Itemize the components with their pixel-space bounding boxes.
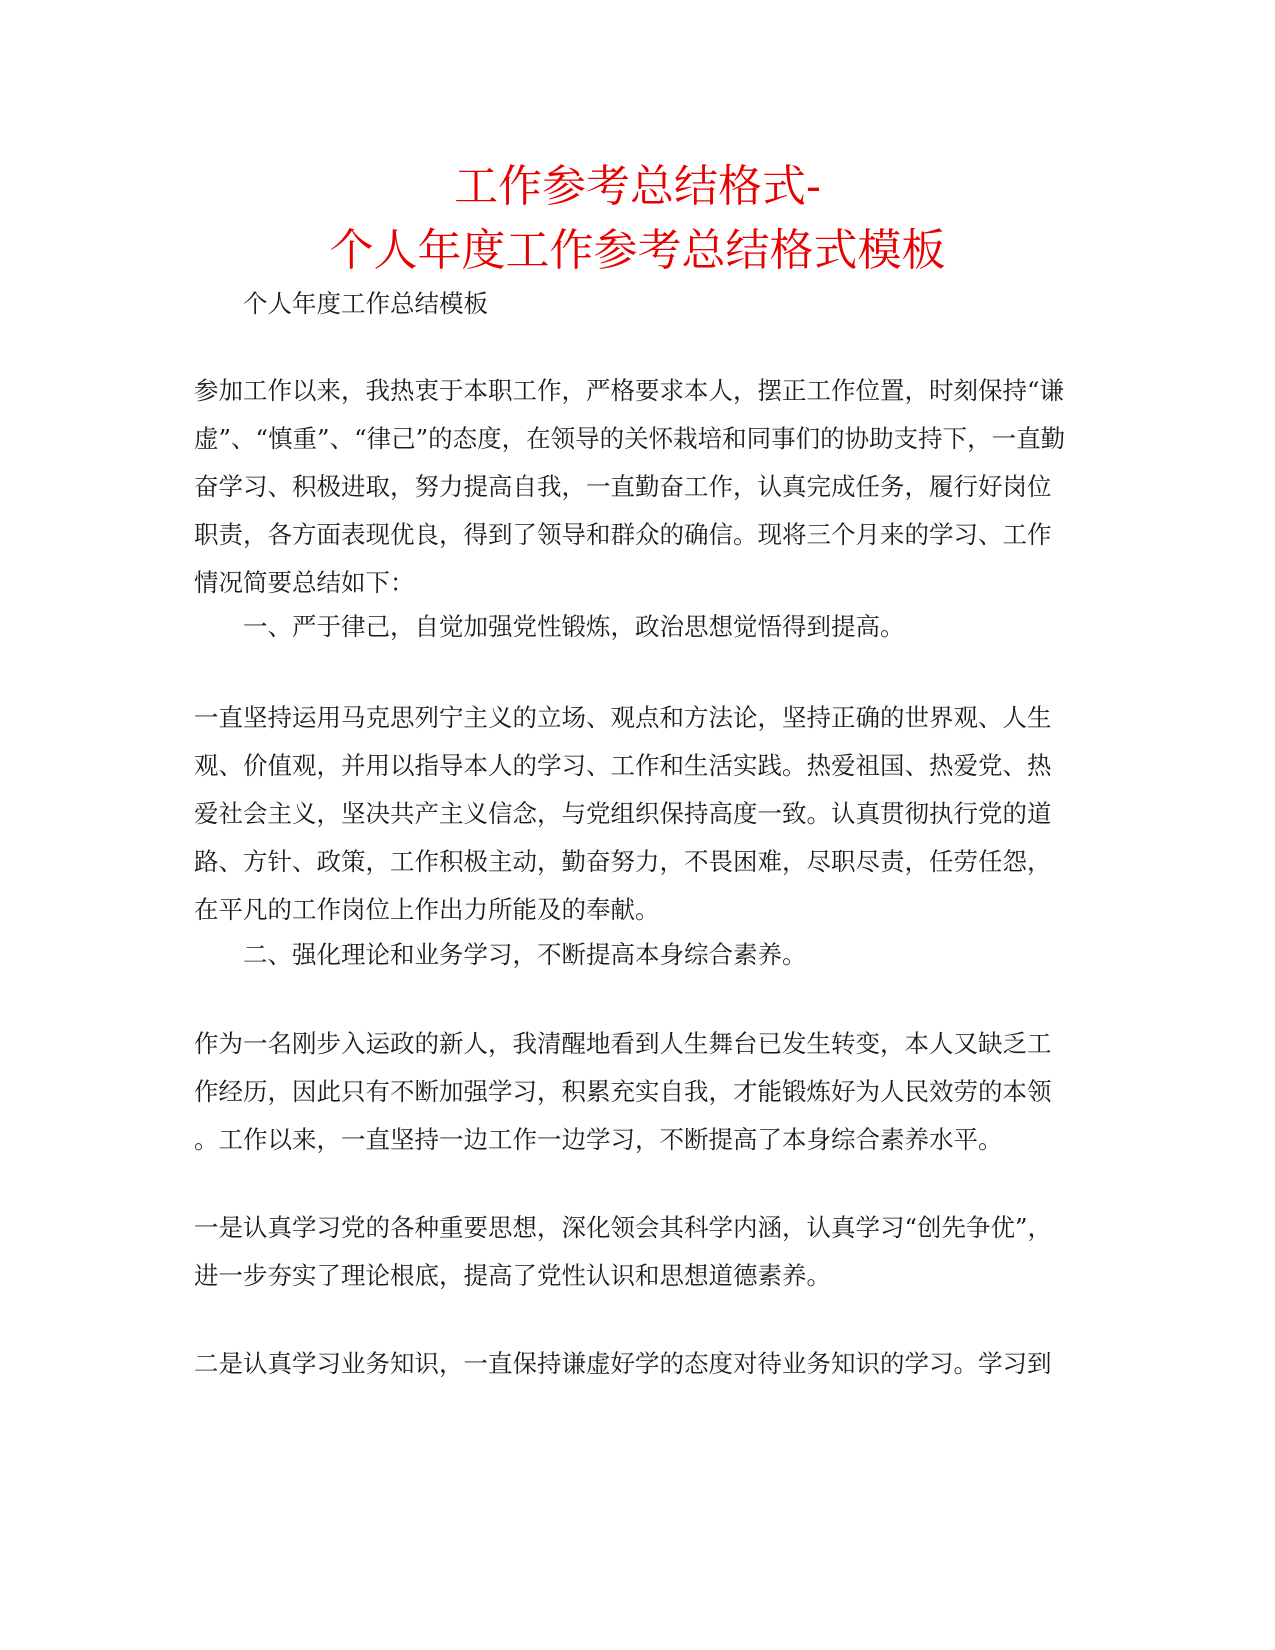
paragraph-line: 进一步夯实了理论根底，提高了党性认识和思想道德素养。 xyxy=(194,1261,831,1290)
paragraph-line: 一是认真学习党的各种重要思想，深化领会其科学内涵，认真学习“创先争优”， xyxy=(194,1213,1053,1242)
paragraph-line: 职责，各方面表现优良，得到了领导和群众的确信。现将三个月来的学习、工作 xyxy=(194,520,1052,549)
document-title-line-1: 工作参考总结格式- xyxy=(454,161,821,212)
paragraph-line: 路、方针、政策，工作积极主动，勤奋努力，不畏困难，尽职尽责，任劳任怨， xyxy=(194,847,1052,876)
paragraph-line: 参加工作以来，我热衷于本职工作，严格要求本人，摆正工作位置，时刻保持“谦 xyxy=(194,376,1065,405)
paragraph-line: 。工作以来，一直坚持一边工作一边学习，不断提高了本身综合素养水平。 xyxy=(194,1125,1003,1154)
section-heading-1: 一、严于律己，自觉加强党性锻炼，政治思想觉悟得到提高。 xyxy=(243,612,905,641)
paragraph-line: 作为一名刚步入运政的新人，我清醒地看到人生舞台已发生转变，本人又缺乏工 xyxy=(194,1029,1052,1058)
paragraph-line: 爱社会主义，坚决共产主义信念，与党组织保持高度一致。认真贯彻执行党的道 xyxy=(194,799,1052,828)
document-title-line-2: 个人年度工作参考总结格式模板 xyxy=(329,225,946,276)
paragraph-line: 奋学习、积极进取，努力提高自我，一直勤奋工作，认真完成任务，履行好岗位 xyxy=(194,472,1052,501)
paragraph-line: 作经历，因此只有不断加强学习，积累充实自我，才能锻炼好为人民效劳的本领 xyxy=(194,1077,1052,1106)
paragraph-line: 一直坚持运用马克思列宁主义的立场、观点和方法论，坚持正确的世界观、人生 xyxy=(194,703,1052,732)
paragraph-line: 在平凡的工作岗位上作出力所能及的奉献。 xyxy=(194,895,660,924)
document-subtitle: 个人年度工作总结模板 xyxy=(243,289,488,318)
paragraph-line: 虚”、“慎重”、“律己”的态度，在领导的关怀栽培和同事们的协助支持下，一直勤 xyxy=(194,424,1066,453)
paragraph-line: 观、价值观，并用以指导本人的学习、工作和生活实践。热爱祖国、热爱党、热 xyxy=(194,751,1052,780)
paragraph-line: 二是认真学习业务知识，一直保持谦虚好学的态度对待业务知识的学习。学习到 xyxy=(194,1349,1052,1378)
section-heading-2: 二、强化理论和业务学习，不断提高本身综合素养。 xyxy=(243,940,807,969)
paragraph-line: 情况简要总结如下： xyxy=(194,568,415,597)
